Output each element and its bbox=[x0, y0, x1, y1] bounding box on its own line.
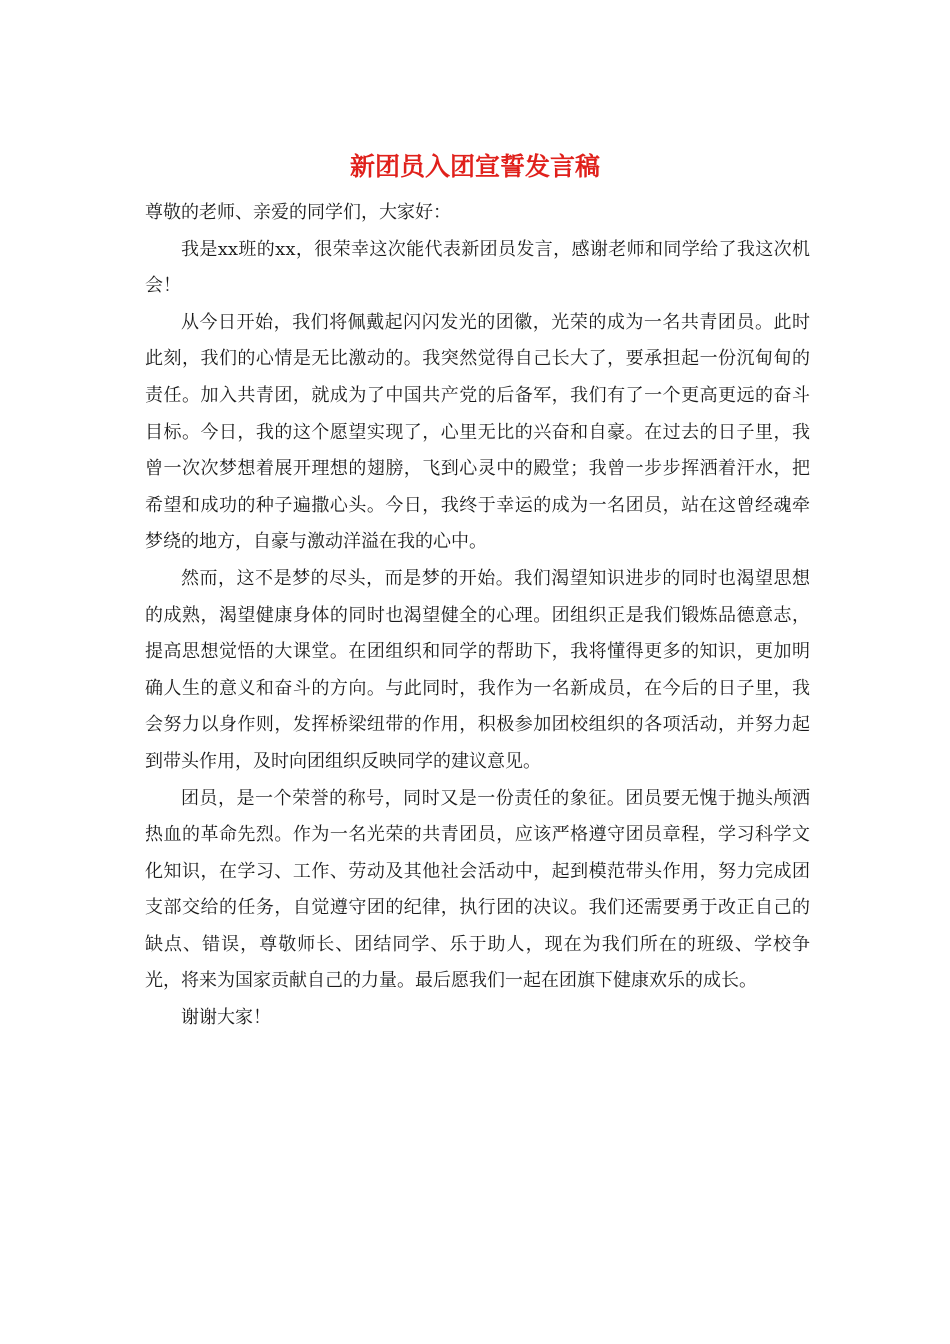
document-title: 新团员入团宣誓发言稿 bbox=[349, 152, 600, 181]
document-body bbox=[145, 195, 810, 1037]
paragraph-2: 从今日开始，我们将佩戴起闪闪发光的团徽，光荣的成为一名共青团员。此时此刻，我们的心情是无比激动的。我突然觉得自己长大了，要承担起一份沉甸甸的责任。加入共青团，就成为了中国共产党的后备军，我们有了一个更高更远的奋斗目标。今日，我的这个愿望实现了，心里无比的兴奋和自豪。在过去的日子里，我曾一次次梦想着展开理想的翅膀，飞到心灵中的殿堂；我曾一步步挥洒着汗水，把希望和成功的种子遍撒心头。今日，我终于幸运的成为一名团员，站在这曾经魂牵梦绕的地方，自豪与激动洋溢在我的心中。 bbox=[145, 311, 810, 553]
paragraph-1: 我是xx班的xx，很荣幸这次能代表新团员发言，感谢老师和同学给了我这次机会！ bbox=[145, 238, 810, 297]
closing-line: 谢谢大家！ bbox=[181, 1007, 271, 1029]
greeting-line: 尊敬的老师、亲爱的同学们，大家好： bbox=[145, 202, 451, 223]
paragraph-4: 团员，是一个荣誉的称号，同时又是一份责任的象征。团员要无愧于抛头颅洒热血的革命先烈。作为一名光荣的共青团员，应该严格遵守团员章程，学习科学文化知识，在学习、工作、劳动及其他社会活动中，起到模范带头作用，努力完成团支部交给的任务，自觉遵守团的纪律，执行团的决议。我们还需要勇于改正自己的缺点、错误，尊敬师长、团结同学、乐于助人，现在为我们所在的班级、学校争光，将来为国家贡献自己的力量。最后愿我们一起在团旗下健康欢乐的成长。 bbox=[145, 787, 810, 992]
paragraph-3: 然而，这不是梦的尽头，而是梦的开始。我们渴望知识进步的同时也渴望思想的成熟，渴望健康身体的同时也渴望健全的心理。团组织正是我们锻炼品德意志，提高思想觉悟的大课堂。在团组织和同学的帮助下，我将懂得更多的知识，更加明确人生的意义和奋斗的方向。与此同时，我作为一名新成员，在今后的日子里，我会努力以身作则，发挥桥梁纽带的作用，积极参加团校组织的各项活动，并努力起到带头作用，及时向团组织反映同学的建议意见。 bbox=[145, 567, 810, 772]
